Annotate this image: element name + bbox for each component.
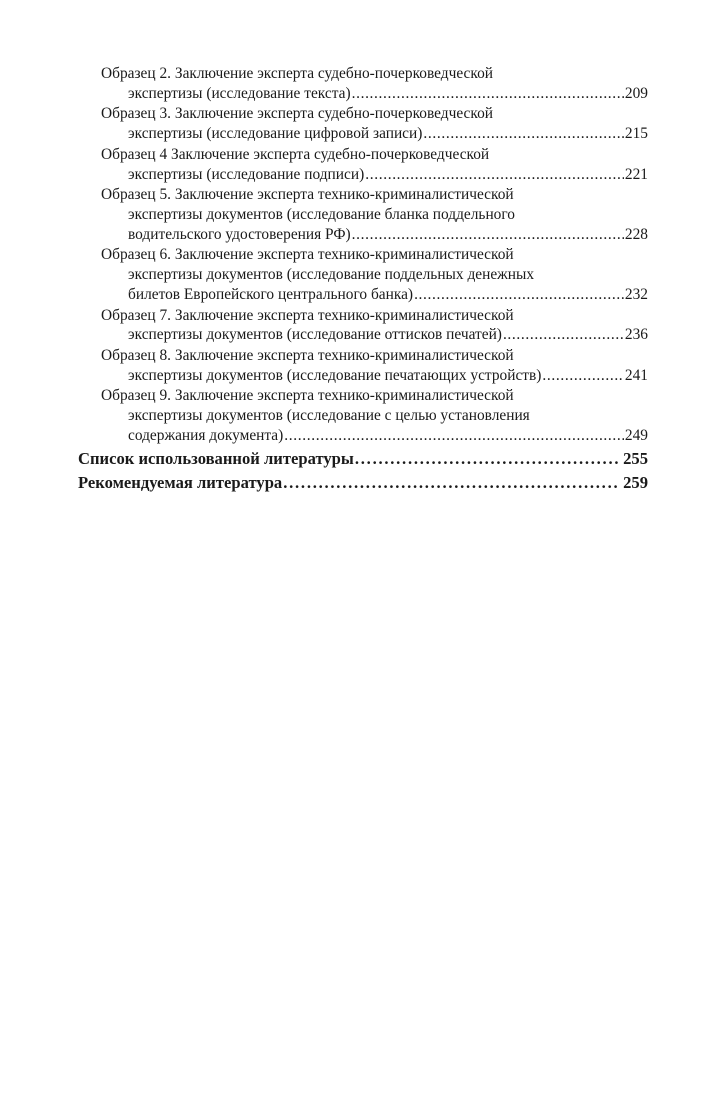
toc-entry-title-line: экспертизы документов (исследование с целью установления: [128, 407, 530, 425]
toc-entry-title-line: содержания документа): [128, 426, 284, 444]
toc-entry: [78, 185, 648, 244]
toc-entry-title-line: экспертизы документов (исследование оттисков печатей): [128, 326, 502, 344]
toc-page-number: 259: [623, 472, 648, 492]
toc-entry: [78, 104, 648, 144]
toc-page-number: 241: [624, 366, 648, 384]
toc-entry-title-line: экспертизы документов (исследование печатающих устройств): [128, 366, 542, 384]
dot-leader: [503, 325, 624, 345]
dot-leader: [284, 426, 624, 446]
toc-entry-title-line: билетов Европейского центрального банка): [128, 285, 414, 303]
toc-section-title: Рекомендуемая литература: [78, 472, 283, 492]
toc-page-number: 236: [624, 326, 648, 344]
dot-leader: [352, 84, 624, 104]
toc-entry-title-line: экспертизы документов (исследование поддельных денежных: [128, 266, 535, 284]
dot-leader: [423, 124, 624, 144]
toc-entry-title-line: Образец 7. Заключение эксперта технико-криминалистической: [101, 306, 514, 324]
toc-entry-title-line: Образец 4 Заключение эксперта судебно-почерковедческой: [101, 145, 490, 163]
toc-section: [78, 471, 648, 494]
dot-leader: [355, 447, 618, 470]
toc-page-number: 221: [624, 165, 648, 183]
toc-page-number: 228: [624, 225, 648, 243]
toc-page-number: 249: [624, 426, 648, 444]
dot-leader: [283, 471, 618, 494]
toc-page-number: 209: [624, 84, 648, 102]
toc-section-title: Список использованной литературы: [78, 448, 354, 468]
toc-entry-title-line: Образец 3. Заключение эксперта судебно-почерковедческой: [101, 105, 494, 123]
toc-section: [78, 447, 648, 470]
toc-page-number: 255: [623, 448, 648, 468]
toc-entry-title-line: Образец 5. Заключение эксперта технико-криминалистической: [101, 186, 514, 204]
dot-leader: [414, 285, 624, 305]
toc-page-number: 215: [624, 125, 648, 143]
dot-leader: [542, 366, 624, 386]
toc-entry-title-line: водительского удостоверения РФ): [128, 225, 351, 243]
toc-entry-title-line: экспертизы (исследование цифровой записи): [128, 125, 423, 143]
toc-entry-title-line: экспертизы (исследование текста): [128, 84, 351, 102]
dot-leader: [352, 225, 624, 245]
toc-page-number: 232: [624, 285, 648, 303]
toc-entry-title-line: Образец 6. Заключение эксперта технико-криминалистической: [101, 246, 514, 264]
toc-entry-title-line: экспертизы (исследование подписи): [128, 165, 365, 183]
toc-entry-title-line: экспертизы документов (исследование бланка поддельного: [128, 205, 515, 223]
toc-entry: [78, 306, 648, 346]
table-of-contents: [78, 64, 648, 494]
toc-entry: [78, 346, 648, 386]
toc-entry-title-line: Образец 9. Заключение эксперта технико-криминалистической: [101, 387, 514, 405]
toc-entry-title-line: Образец 2. Заключение эксперта судебно-почерковедческой: [101, 65, 494, 82]
toc-entry: [78, 64, 648, 104]
toc-entry: [78, 245, 648, 304]
dot-leader: [365, 165, 624, 185]
toc-entry-title-line: Образец 8. Заключение эксперта технико-криминалистической: [101, 346, 514, 364]
toc-entry: [78, 386, 648, 445]
toc-entry: [78, 145, 648, 185]
